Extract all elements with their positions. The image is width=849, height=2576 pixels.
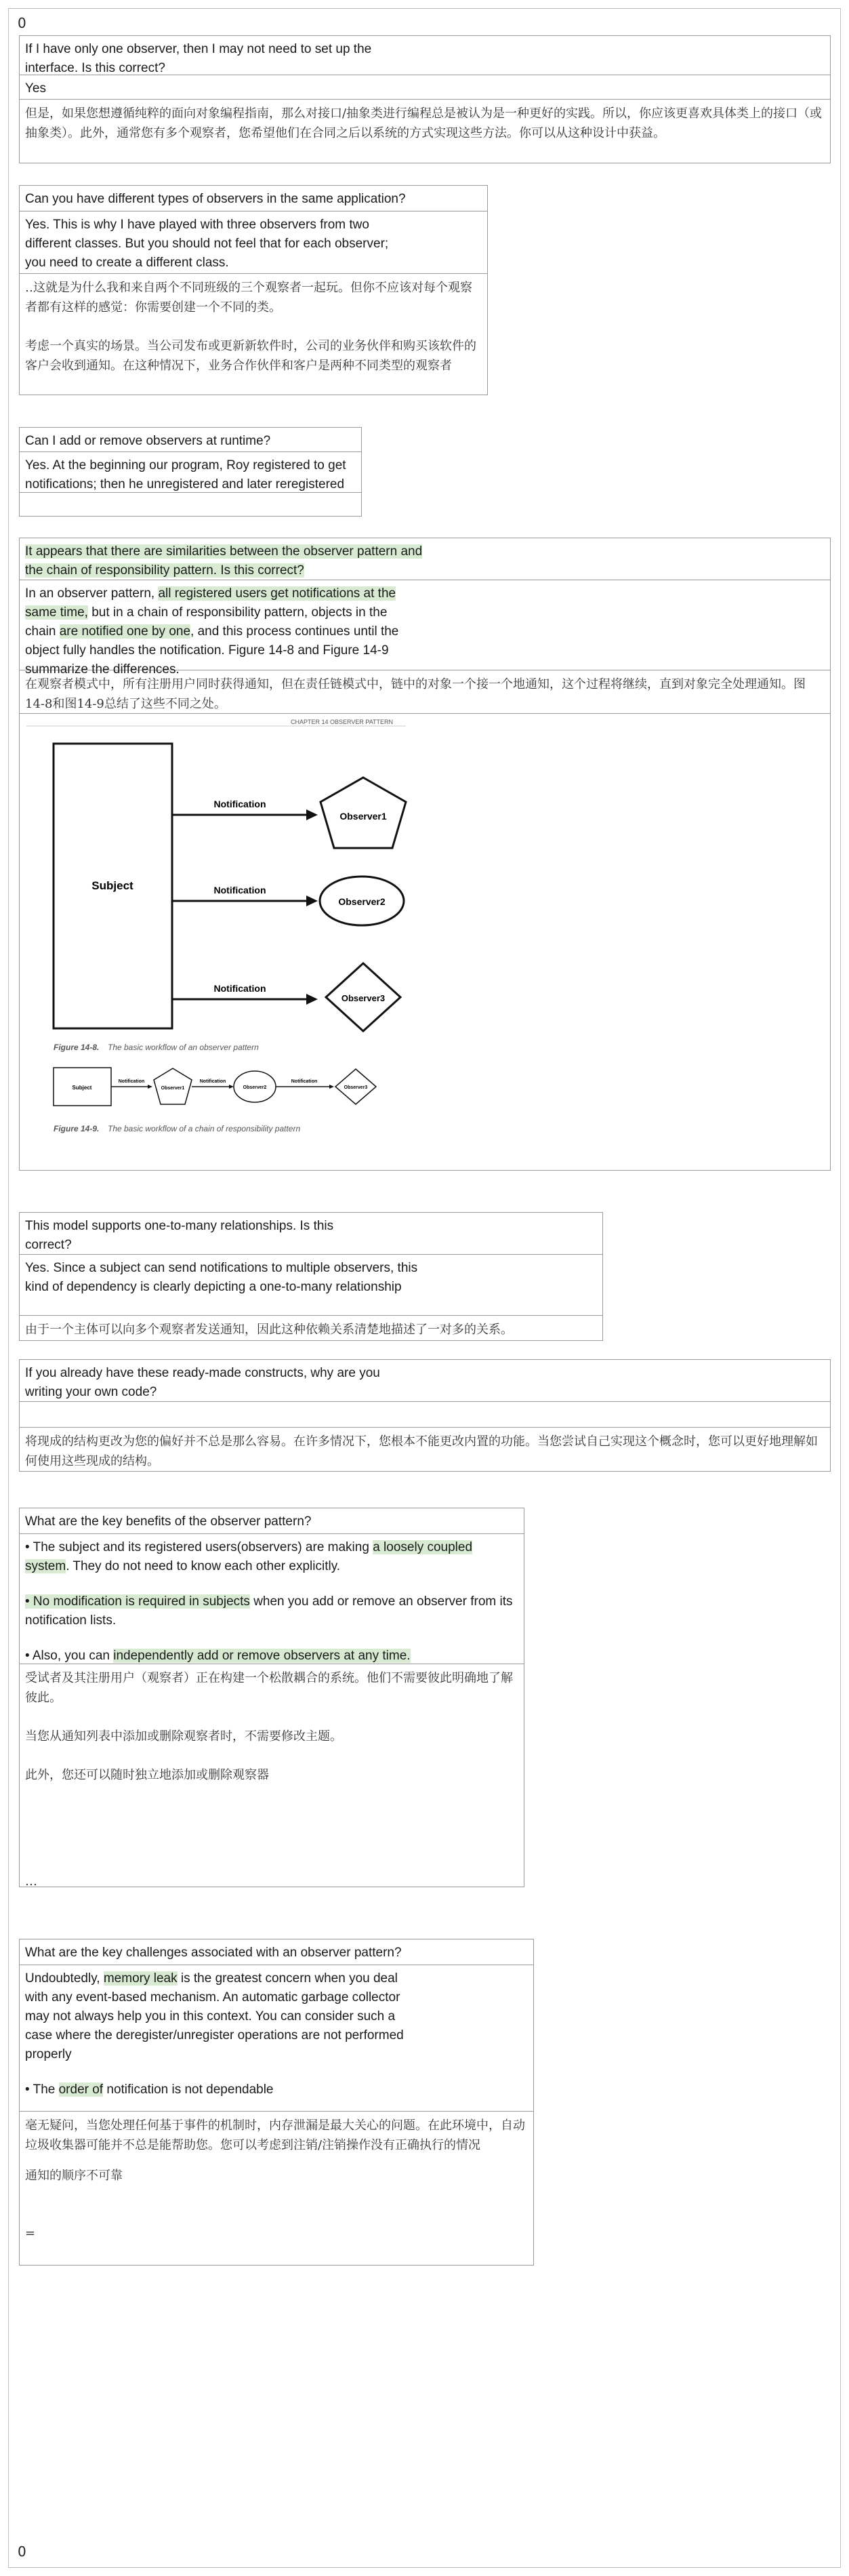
translation: 将现成的结构更改为您的偏好并不总是那么容易。在许多情况下，您根本不能更改内置的功能。当您尝试自己实现这个概念时，您可以更好地理解如何使用这些现成的结构。 (25, 1434, 818, 1468)
translation: 在观察者模式中，所有注册用户同时获得通知，但在责任链模式中，链中的对象一个接一个地通知，这个过程将继续，直到对象完全处理通知。图14-8和图14-9总结了这些不同之处。 (20, 670, 830, 714)
arrowhead-2 (306, 895, 318, 906)
observer-diagram (26, 718, 419, 1159)
qa-card-observer-types (19, 185, 488, 395)
qa-card-one-to-many (19, 1212, 603, 1341)
answer (20, 1402, 830, 1428)
bullet (25, 1538, 518, 1576)
bullet (25, 1647, 518, 1666)
question: What are the key benefits of the observer pattern? (20, 1508, 524, 1534)
figure-header: CHAPTER 14 OBSERVER PATTERN (291, 719, 394, 725)
observer2-label: Observer2 (338, 896, 386, 907)
translation-paragraph: 当您从通知列表中添加或删除观察者时，不需要修改主题。 (25, 1729, 342, 1744)
caption: The basic workflow of an observer pattern (108, 1043, 259, 1052)
question (20, 538, 830, 580)
translation: 但是，如果您想遵循纯粹的面向对象编程指南，那么对接口/抽象类进行编程总是被认为是一种更好的实践。所以，你应该更喜欢具体类上的接口（或抽象类）。此外，通常您有多个观察者，您希望他们在合同之后以系统的方式实现这些方法。你可以从这种设计中获益。 (25, 106, 823, 140)
answer: Yes. Since a subject can send notifications to multiple observers, this kind of dependency is clearly depicting a one-to-many relationship (20, 1255, 602, 1316)
translation (20, 2112, 533, 2265)
caption: The basic workflow of a chain of responsibility pattern (108, 1124, 301, 1133)
notification-label: Notification (213, 885, 266, 895)
chain-observer2-label: Observer2 (243, 1085, 267, 1090)
chain-notification-label: Notification (291, 1079, 318, 1084)
question: This model supports one-to-many relationships. Is this correct? (20, 1213, 602, 1255)
chain-notification-label: Notification (118, 1079, 145, 1084)
arrowhead-3 (306, 994, 318, 1005)
question: Can I add or remove observers at runtime? (20, 428, 361, 452)
text: Undoubtedly, (25, 1971, 104, 1986)
text: but in a chain of responsibility pattern, objects in the chain (25, 605, 388, 639)
translation-paragraph: 毫无疑问，当您处理任何基于事件的机制时，内存泄漏是最大关心的问题。在此环境中，自动垃圾收集器可能并不总是能帮助您。您可以考虑到注销/注销操作没有正确执行的情况 (25, 2118, 525, 2152)
translation (20, 1664, 524, 1887)
figure-image (20, 714, 830, 1168)
qa-card-ready-made (19, 1359, 831, 1472)
caption-number: Figure 14-9. (54, 1124, 100, 1133)
translation (20, 274, 487, 395)
answer (20, 1534, 524, 1664)
highlight: are notified one by one (59, 624, 191, 639)
answer: Yes (20, 75, 830, 100)
answer-paragraph (25, 1969, 405, 2064)
question: If I have only one observer, then I may not need to set up the interface. Is this correct? (20, 36, 830, 75)
trailing-mark: … (25, 1874, 37, 1889)
highlight: order of (58, 2082, 104, 2097)
highlight: memory leak (103, 1971, 178, 1986)
page-bottom-marker: 0 (18, 2543, 26, 2560)
qa-card-challenges (19, 1939, 534, 2266)
translation-paragraph: 受试者及其注册用户（观察者）正在构建一个松散耦合的系统。他们不需要彼此明确地了解彼此。 (25, 1671, 513, 1705)
answer: Yes. At the beginning our program, Roy registered to get notifications; then he unregistered and later reregistered (20, 452, 361, 493)
subject-label: Subject (91, 879, 133, 892)
caption-number: Figure 14-8. (54, 1043, 100, 1052)
notification-label: Notification (213, 983, 266, 994)
page-top-marker: 0 (18, 15, 26, 31)
translation-paragraph: ‥这就是为什么我和来自两个不同班级的三个观察者一起玩。但你不应该对每个观察者都有这样的感觉：你需要创建一个不同的类。 (25, 281, 473, 315)
bullet (25, 1592, 518, 1630)
text: • Also, you can (25, 1649, 114, 1663)
highlight: It appears that there are similarities between the observer pattern and the chain of responsibility pattern. Is this correct? (25, 544, 423, 578)
text: when you add or remove an observer from its notification lists. (25, 1594, 513, 1628)
translation-paragraph: 此外，您还可以随时独立地添加或删除观察器 (25, 1768, 269, 1782)
chain-arrowhead (148, 1085, 152, 1089)
highlight: a loosely coupled system (25, 1540, 473, 1573)
translation-paragraph: 通知的顺序不可靠 (25, 2169, 123, 2183)
qa-card-benefits (19, 1508, 524, 1887)
question: If you already have these ready-made constructs, why are you writing your own code? (20, 1360, 830, 1402)
answer (20, 580, 830, 677)
text: notification is not dependable (103, 2082, 274, 2097)
chain-subject-label: Subject (72, 1085, 92, 1091)
empty-row (20, 493, 361, 516)
answer: Yes. This is why I have played with three observers from two different classes. But you should not feel that for each observer; you need to create a different class. (20, 212, 487, 274)
question: Can you have different types of observers in the same application? (20, 186, 487, 212)
observer3-label: Observer3 (341, 993, 386, 1003)
qa-card-single-observer (19, 35, 831, 163)
observer1-label: Observer1 (339, 811, 387, 822)
chain-observer1-label: Observer1 (161, 1086, 185, 1091)
qa-card-chain-comparison (19, 538, 831, 1171)
text: In an observer pattern, (25, 586, 159, 601)
question: What are the key challenges associated with an observer pattern? (20, 1939, 533, 1965)
highlight: independently add or remove observers at any time. (113, 1649, 411, 1663)
text: • The subject and its registered users(observers) are making (25, 1540, 373, 1554)
text: , and this process continues until the object fully handles the notification. Figure 14-8 and Figure 14-9 summarize the differences. (25, 624, 399, 677)
text: • The (25, 2082, 59, 2097)
highlight: • No modification is required in subjects (25, 1594, 250, 1609)
answer (20, 1965, 533, 2112)
chain-arrowhead (329, 1085, 334, 1089)
bullet (25, 2080, 405, 2099)
text: is the greatest concern when you deal with any event-based mechanism. An automatic garbage collector may not always help you in this context. You can consider such a case where the deregister/unregister operations are not performed properly (25, 1971, 404, 2061)
arrowhead-1 (306, 809, 318, 820)
translation-paragraph: 考虑一个真实的场景。当公司发布或更新新软件时，公司的业务伙伴和购买该软件的客户会收到通知。在这种情况下，业务合作伙伴和客户是两种不同类型的观察者 (25, 339, 476, 373)
text: . They do not need to know each other explicitly. (66, 1559, 341, 1573)
highlight: all registered users get notifications at the same time, (25, 586, 396, 620)
trailing-mark: = (25, 2226, 36, 2240)
chain-arrowhead (229, 1085, 234, 1089)
translation: 由于一个主体可以向多个观察者发送通知，因此这种依赖关系清楚地描述了一对多的关系。 (25, 1323, 513, 1337)
notification-label: Notification (213, 799, 266, 809)
chain-observer3-label: Observer3 (344, 1085, 368, 1090)
chain-notification-label: Notification (199, 1079, 226, 1084)
qa-card-runtime (19, 427, 362, 517)
